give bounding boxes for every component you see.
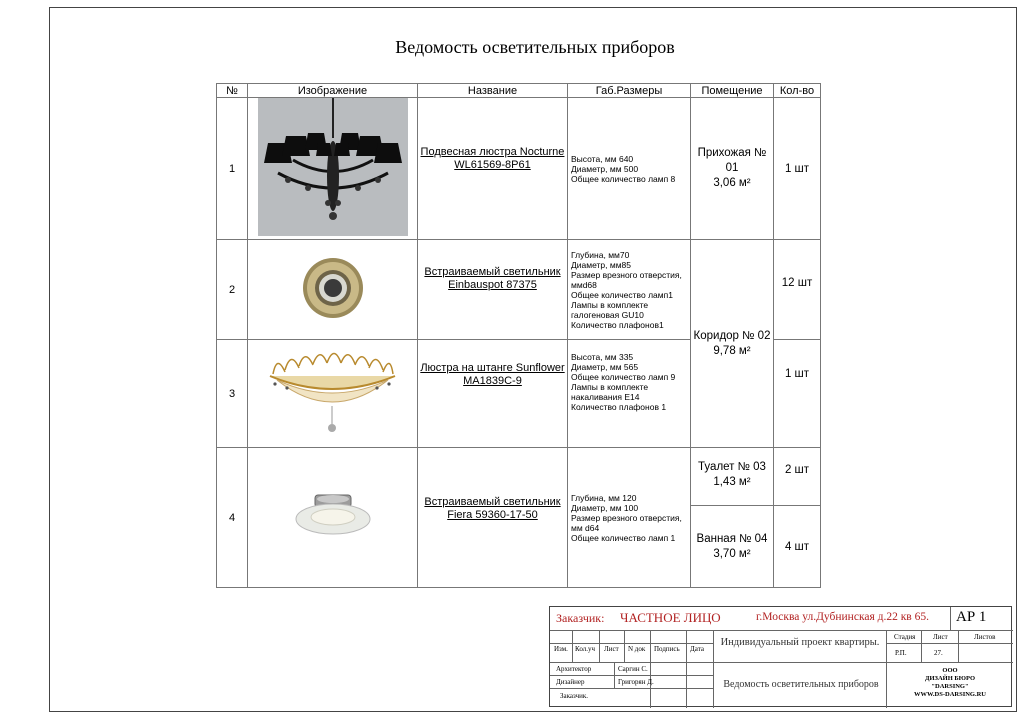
dimensions-cell	[568, 240, 691, 340]
dimensions-cell	[568, 340, 691, 448]
fixture-schedule-table	[216, 83, 821, 588]
col-header-qty: Кол-во	[774, 84, 821, 98]
product-article-line: MA1839C-9	[463, 375, 522, 387]
dim-line: Глубина, мм 120	[571, 492, 637, 503]
room-cell	[691, 506, 774, 588]
role-client: Заказчик.	[560, 692, 589, 700]
product-article-line: WL61569-8P61	[454, 159, 531, 171]
dim-line: Общее количество ламп1	[571, 289, 673, 300]
dim-line: Лампы в комплекте	[571, 299, 649, 310]
room-area: 1,43 м²	[713, 476, 751, 488]
room-name: Прихожая № 01	[697, 147, 767, 174]
dimensions-cell	[568, 98, 691, 240]
quantity-cell: 2 шт	[774, 448, 821, 506]
dim-line: Глубина, мм70	[571, 249, 630, 260]
dim-line: Размер врезного отверстия,	[571, 512, 682, 523]
product-name-cell	[418, 98, 568, 240]
dim-line: Общее количество ламп 1	[571, 532, 676, 543]
project-address: г.Москва ул.Дубнинская д.22 кв 65.	[756, 611, 929, 623]
architect-name: Саргин С.	[618, 665, 648, 673]
dim-line: накаливания E14	[571, 392, 640, 402]
dim-line: Диаметр, мм 500	[571, 163, 639, 174]
table-row	[217, 448, 821, 506]
col-header-list: Лист	[604, 645, 619, 653]
row-number: 3	[217, 340, 248, 448]
row-number: 4	[217, 448, 248, 588]
dim-line: Диаметр, мм 565	[571, 362, 639, 372]
room-cell	[691, 98, 774, 240]
title-block	[549, 606, 1012, 707]
client-label: Заказчик:	[556, 611, 605, 625]
product-link[interactable]	[418, 496, 567, 522]
product-name-cell	[418, 340, 568, 448]
product-article-line: Fiera 59360-17-50	[447, 509, 538, 521]
sheet-value: 27.	[934, 649, 943, 657]
dim-line: мм d64	[571, 522, 600, 533]
spotlight-bronze-image	[298, 253, 368, 323]
bureau-line: "DARSING"	[931, 683, 969, 690]
col-header-dims: Габ.Размеры	[568, 84, 691, 98]
page-title: Ведомость осветительных приборов	[395, 37, 675, 57]
product-name-line: Встраиваемый светильник	[424, 496, 561, 508]
col-header-ndok: N док	[628, 645, 646, 653]
sheet-title: Ведомость осветительных приборов	[723, 679, 879, 690]
product-name-line: Встраиваемый светильник	[424, 266, 561, 278]
bureau-line: WWW.DS-DARSING.RU	[914, 691, 986, 698]
product-name-line: Подвесная люстра Nocturne	[420, 146, 565, 158]
ceiling-light-image	[293, 491, 373, 541]
product-name-cell	[418, 448, 568, 588]
room-cell	[691, 448, 774, 506]
quantity-cell: 1 шт	[774, 98, 821, 240]
product-link[interactable]	[418, 362, 567, 388]
table-header-row	[217, 84, 821, 98]
sheet-header: Лист	[933, 633, 948, 641]
product-image-cell	[248, 98, 418, 240]
room-name: Ванная № 04	[696, 532, 768, 545]
bureau-line: ООО	[942, 667, 958, 674]
col-header-izm: Изм.	[554, 645, 568, 653]
col-header-date: Дата	[690, 645, 704, 653]
designer-name: Григорян Д.	[618, 678, 654, 686]
sheets-header: Листов	[974, 633, 996, 641]
dim-line: Высота, мм 640	[571, 153, 634, 164]
dim-line: Диаметр, мм 100	[571, 502, 639, 513]
col-header-signature: Подпись	[654, 645, 680, 653]
col-header-num: №	[217, 84, 248, 98]
dim-line: Количество плафонов 1	[571, 402, 667, 412]
client-value: ЧАСТНОЕ ЛИЦО	[620, 610, 721, 625]
room-area: 3,70 м²	[713, 547, 751, 560]
room-area: 9,78 м²	[713, 344, 751, 357]
dim-line: Общее количество ламп 8	[571, 173, 676, 184]
product-image-cell	[248, 240, 418, 340]
product-name-cell	[418, 240, 568, 340]
dim-line: Размер врезного отверстия,	[571, 269, 682, 280]
product-link[interactable]	[418, 266, 567, 292]
role-architect: Архитектор	[556, 665, 592, 673]
role-designer: Дизайнер	[556, 678, 585, 686]
dim-line: Высота, мм 335	[571, 352, 634, 362]
room-name: Туалет № 03	[698, 461, 766, 473]
dimensions-cell	[568, 448, 691, 588]
quantity-cell: 12 шт	[774, 240, 821, 340]
drawing-code: АР 1	[956, 609, 987, 625]
dim-line: галогеновая GU10	[571, 309, 644, 320]
room-area: 3,06 м²	[713, 177, 751, 189]
bureau-info	[887, 667, 1013, 699]
stage-value: Р.П.	[895, 649, 907, 657]
quantity-cell: 4 шт	[774, 506, 821, 588]
chandelier-black-image	[258, 98, 408, 236]
table-row	[217, 98, 821, 240]
dim-line: Количество плафонов1	[571, 319, 664, 330]
dim-line: Лампы в комплекте	[571, 382, 649, 392]
room-name: Коридор № 02	[693, 329, 771, 342]
stage-header: Стадия	[894, 633, 916, 641]
project-name: Индивидуальный проект квартиры.	[720, 637, 880, 648]
row-number: 1	[217, 98, 248, 240]
product-image-cell	[248, 448, 418, 588]
chandelier-gold-image	[265, 344, 400, 440]
row-number: 2	[217, 240, 248, 340]
product-link[interactable]	[418, 146, 567, 172]
col-header-image: Изображение	[248, 84, 418, 98]
col-header-name: Название	[418, 84, 568, 98]
dim-line: ммd68	[571, 279, 597, 290]
table-row	[217, 240, 821, 340]
room-cell-shared	[691, 240, 774, 448]
dim-line: Диаметр, мм85	[571, 259, 632, 270]
product-article-line: Einbauspot 87375	[448, 279, 537, 291]
dim-line: Общее количество ламп 9	[571, 372, 676, 382]
col-header-kol-uch: Кол.уч	[575, 645, 595, 653]
product-name-line: Люстра на штанге Sunflower	[420, 362, 565, 374]
col-header-room: Помещение	[691, 84, 774, 98]
quantity-cell: 1 шт	[774, 340, 821, 448]
bureau-line: ДИЗАЙН БЮРО	[925, 675, 975, 682]
product-image-cell	[248, 340, 418, 448]
